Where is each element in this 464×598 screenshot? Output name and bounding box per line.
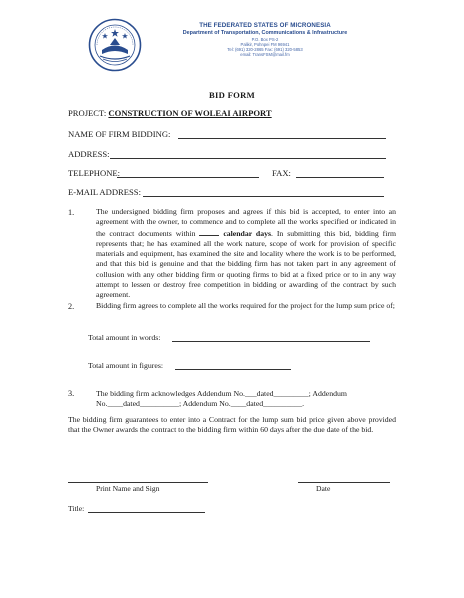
clause-3-number: 3. [68,389,75,398]
title-label: Title: [68,504,85,513]
amount-figures-label: Total amount in figures: [88,361,164,370]
letterhead-email: email: TransFSM@mail.fm [240,52,290,58]
firm-name-label: NAME OF FIRM BIDDING: [68,129,171,139]
letterhead-address-2: Palikir, Pohnpei FM 96941 [240,41,290,47]
address-field[interactable] [110,158,386,159]
telephone-field[interactable] [117,177,259,178]
fax-label: FAX: [272,168,291,178]
title-field[interactable] [88,512,205,513]
letterhead-dept: Department of Transportation, Communications & Infrastructure [182,29,348,36]
signature-field[interactable] [68,482,208,483]
clause-1-bold: calendar days [223,229,271,239]
clause-1-number: 1. [68,208,75,217]
print-name-label: Print Name and Sign [96,484,160,493]
clause-1-text [96,207,396,300]
guarantee-text: The bidding firm guarantees to enter into a Contract for the lump sum bid price given above provided that the Owner awards the contract to the bidding firm within 60 days after the due date of the bid. [68,415,396,435]
project-label: PROJECT: [68,108,107,118]
address-label: ADDRESS: [68,149,110,159]
amount-words-field[interactable] [172,341,370,342]
fsm-seal-icon [88,18,142,72]
clause-1-part1: The undersigned bidding firm proposes and agrees if this bid is accepted, to enter into an agreement with the owner, to commence and to complete all the works specified or indicated in the contract documents within [96,207,396,239]
clause-2-text: Bidding firm agrees to complete all the works required for the project for the lump sum price of; [96,301,395,310]
clause-3-line-2: No.____dated__________; Addendum No.____dated__________. [96,399,305,408]
letterhead-org: THE FEDERATED STATES OF MICRONESIA [199,22,331,29]
date-label: Date [316,484,331,493]
fax-field[interactable] [296,177,384,178]
clause-3-line-1: The bidding firm acknowledges Addendum No.___dated_________; Addendum [96,389,347,398]
email-field[interactable] [143,196,384,197]
page-title: BID FORM [208,90,256,100]
clause-1-part2: . In submitting this bid, bidding firm represents that; he has examined all the work nature, scope of work for provision of specific materials and equipment, has examined the site and locality where the work is to be performed, and that this bid is genuine and that the bidding firm has not taken part in any agreement of collusion with any other bidding firm or quoting firms to bid at a fixed price or to in any way attempt to lessen or destroy free competition in bidding or awarding of the contract by such agreement. [96,229,397,299]
letterhead [150,22,380,57]
date-field[interactable] [298,482,390,483]
project-name: CONSTRUCTION OF WOLEAI AIRPORT [108,108,272,118]
project-line [68,108,272,119]
letterhead-phone: Tel: (691) 320-2865 Fax: (691) 320-5853 [227,46,303,52]
letterhead-address-1: P.O. Box PS-2 [251,36,279,42]
telephone-label: TELEPHONE: [68,168,121,178]
firm-name-field[interactable] [178,138,386,139]
calendar-days-field[interactable] [199,227,219,236]
amount-words-label: Total amount in words: [88,333,161,342]
amount-figures-field[interactable] [175,369,291,370]
clause-2-number: 2. [68,302,75,311]
email-label: E-MAIL ADDRESS: [68,187,141,197]
